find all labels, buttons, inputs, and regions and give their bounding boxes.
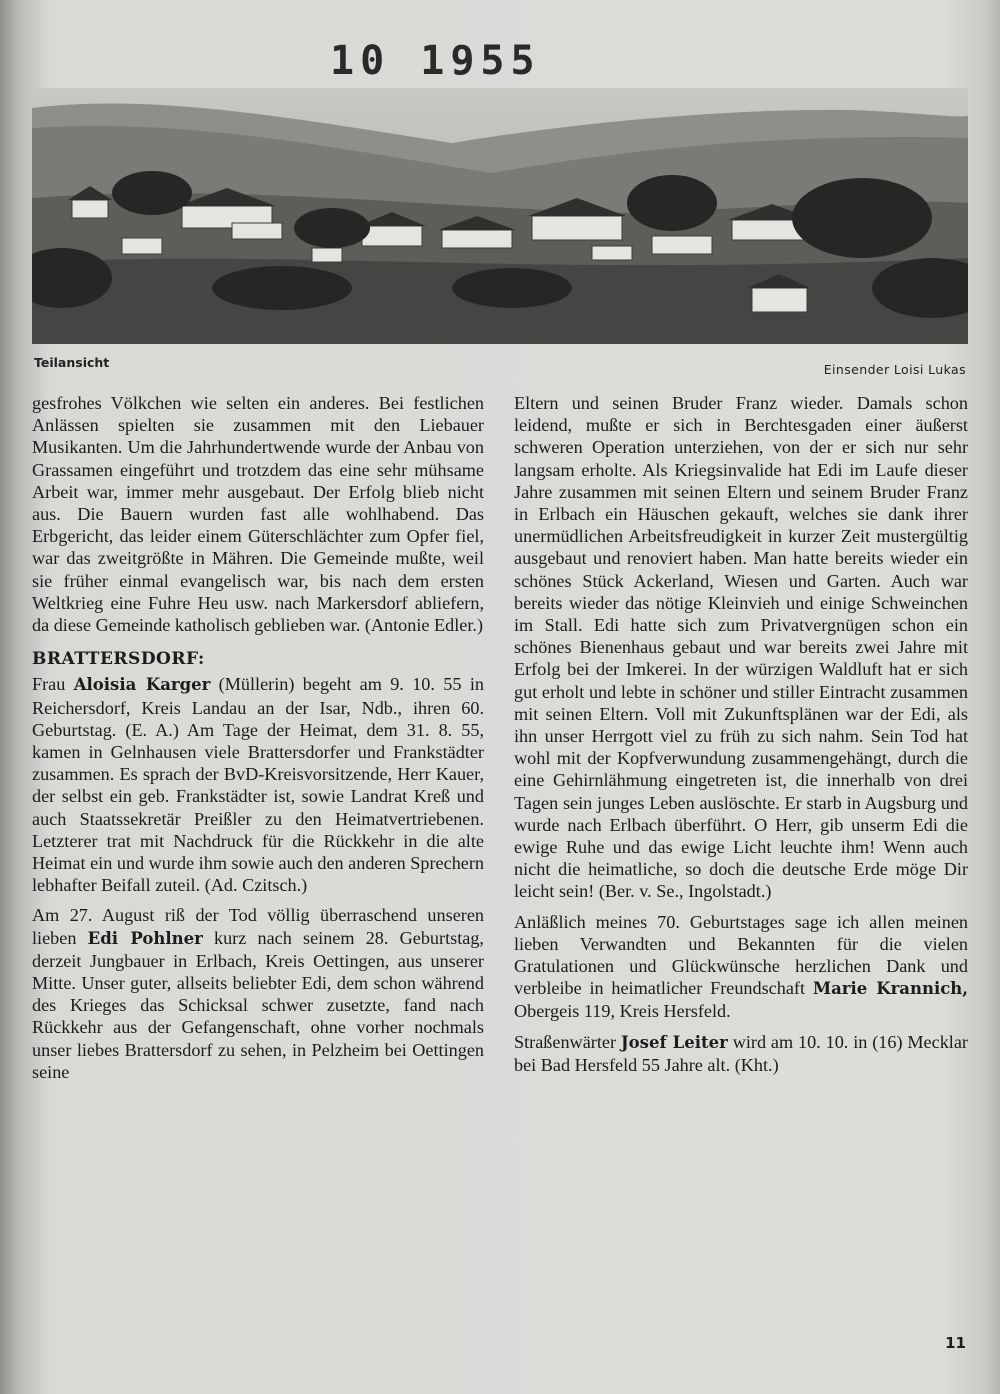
paragraph: Straßenwärter Josef Leiter wird am 10. 10. in (16) Mecklar bei Bad Hersfeld 55 Jahre alt. (Kht.) [514,1031,968,1075]
section-heading: BRATTERSDORF: [32,649,205,670]
photo-credit: Einsender Loisi Lukas [823,362,966,377]
person-name: Edi Pohlner [87,928,203,948]
left-column [32,392,484,1091]
paragraph: Eltern und seinen Bruder Franz wieder. Damals schon leidend, mußte er sich in Berchtesgaden einer äußerst schweren Operation unterziehen, von der er sich nur sehr langsam erholte. Als Kriegsinvalide hat Edi im Laufe dieser Jahre zusammen mit seinen Eltern und seinem Bruder Franz in Erlbach ein Häuschen gekauft, welches sie dank ihrer unermüdlichen Arbeitsfreudigkeit in kurzer Zeit mustergültig ausgebaut und renoviert haben. Man hatte bereits wieder ein schönes Stück Ackerland, Wiesen und Garten. Auch war bereits wieder das nötige Kleinvieh und einige Schweinchen im Stall. Edi hatte sich zum Privatvergnügen schon ein schönes Bienenhaus gebaut und war bereits zwei Jahre mit Erfolg bei der Imkerei. In der würzigen Waldluft hat er sich gut erholt und lebte in schöner und stiller Eintracht zusammen mit seinen Eltern. Voll mit Zukunftsplänen war der Edi, als ihn unser Herrgott viel zu früh zu sich nahm. Sein Tod hat wohl mit der Kopfverwundung zusammengehängt, durch die eine Gehirnlähmung eingetreten ist, die innerhalb von drei Tagen sein junges Leben auslöschte. Er starb in Augsburg und wurde nach Erlbach überführt. O Herr, gib unserm Edi die ewige Ruhe und das ewige Licht leuchte ihm! Wenn auch nicht die heimatliche, so doch die deutsche Erde möge Dir leicht sein! (Ber. v. Se., Ingolstadt.) [514,393,968,902]
page-number: 11 [945,1334,966,1352]
person-name: Aloisia Karger [73,675,211,695]
person-name: Josef Leiter [620,1032,728,1052]
right-column [514,392,968,1084]
paragraph: Frau Aloisia Karger (Müllerin) begeht am 9. 10. 55 in Reichersdorf, Kreis Landau an der Isar, Ndb., ihren 60. Geburtstag. (E. A.) Am Tage der Heimat, dem 31. 8. 55, kamen in Gelnhausen viele Brattersdorfer und Frankstädter zusammen. Es sprach der BvD-Kreisvorsitzende, Herr Kauer, der selbst ein geb. Frankstädter ist, sowie Landrat Kreß und auch Staatssekretär Preißler zu den Heimatvertriebenen. Letzterer trat mit Nachdruck für die Rückkehr in die alte Heimat ein und wurde ihm sowie auch den anderen Sprechern lebhafter Beifall zuteil. (Ad. Czitsch.) [32,674,485,896]
paragraph: Anläßlich meines 70. Geburtstages sage ich allen meinen lieben Verwandten und Bekannten für die vielen Gratulationen und Glückwünsche herzlichen Dank und verbleibe in heimatlicher Freundschaft Marie Krannich, Obergeis 119, Kreis Hersfeld. [514,911,969,1022]
paragraph: Am 27. August riß der Tod völlig überraschend unseren lieben Edi Pohlner kurz nach seinem 28. Geburtstag, derzeit Jungbauer in Erlbach, Kreis Oettingen, aus unserer Mitte. Unser guter, allseits beliebter Edi, dem schon während des Krieges das Schicksal schwer zusetzte, fand nach Rückkehr aus der Gefangenschaft, ohne vorher nochmals unser liebes Brattersdorf zu sehen, in Pelzheim bei Oettingen seine [32,905,484,1082]
village-photo [32,88,968,344]
date-stamp: 10 1955 [330,38,541,84]
village-photo-image [32,88,968,344]
person-name: Marie Krannich, [812,979,969,999]
photo-caption: Teilansicht [34,355,110,370]
paragraph: gesfrohes Völkchen wie selten ein anderes. Bei festlichen Anlässen spielten sie zusammen mit den Liebauer Musikanten. Um die Jahrhundertwende wurde der Anbau von Grassamen eingeführt und trotzdem das eine sehr mühsame Arbeit war, immer mehr ausgebaut. Der Erfolg blieb nicht aus. Die Bauern wurden fast alle wohlhabend. Das Erbgericht, das leider einem Güterschlächter zum Opfer fiel, war das zweitgrößte in Mähren. Die Gemeinde mußte, weil sie früher einmal evangelisch war, bis nach dem ersten Weltkrieg eine Fuhre Heu usw. nach Markersdorf abliefern, da diese Gemeinde katholisch geblieben war. (Antonie Edler.) [32,393,484,636]
